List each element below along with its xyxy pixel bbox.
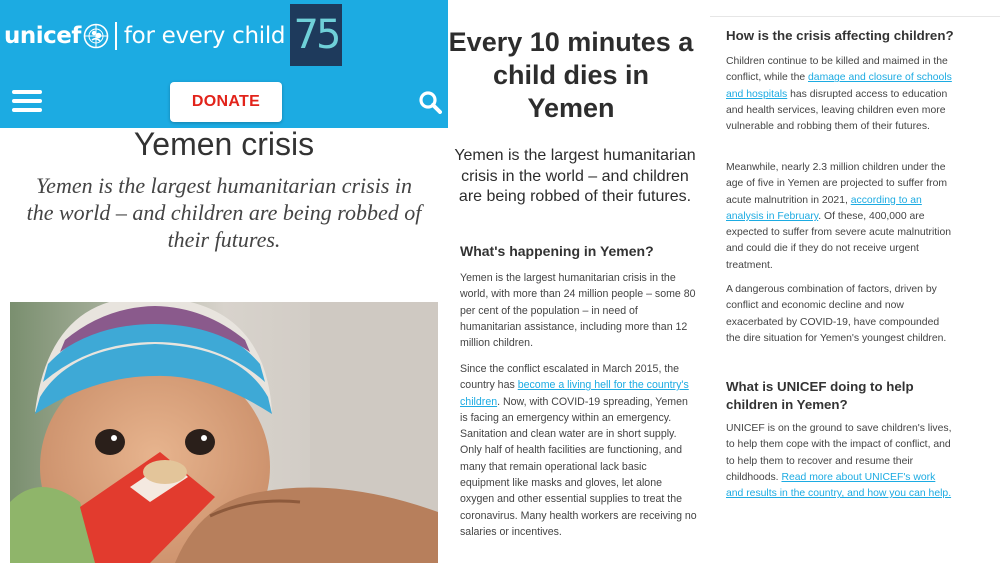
schools-hospitals-link[interactable]: damage and closure of schools and hospitals	[726, 72, 952, 100]
paragraph-humanitarian-need: Yemen is the largest humanitarian crisis in the world, with more than 24 million people – some 80 per cent of the population – in need of humanitarian assistance, including more than 12 million children.	[460, 272, 696, 350]
analysis-february-link[interactable]: according to an analysis in February	[726, 194, 922, 222]
section-heading-whats-happening: What's happening in Yemen?	[460, 243, 654, 259]
paragraph-combination-factors: A dangerous combination of factors, driven by conflict and economic decline and now exacerbated by COVID-19, have compounded the dire situation for Yemen's youngest children.	[726, 284, 947, 344]
paragraph-text: . Of these, 400,000 are expected to suffer from severe acute malnutrition and could die if they do not receive urgent treatment.	[726, 210, 952, 271]
child-eating-illustration	[10, 302, 438, 563]
hamburger-icon[interactable]	[12, 90, 42, 114]
paragraph-text: has disrupted access to education and health services, leaving children even more vulnerable and robbing them of their futures.	[726, 88, 948, 133]
paragraph-conflict-covid	[460, 361, 698, 540]
search-icon[interactable]	[418, 90, 442, 114]
paragraph-text: Children continue to be killed and maimed in the conflict, while the	[726, 56, 948, 84]
top-divider	[710, 16, 1000, 17]
page-title: Yemen crisis	[133, 126, 315, 162]
paragraph-text: . Now, with COVID-19 spreading, Yemen is facing an emergency within an emergency. Sanitation and clean water are in short supply. Only half of health facilities are functioning, and many that remain operational lack basic equipment like masks and gloves, let alone oxygen and other essential supplies to treat the coronavirus. Many health workers are receiving no salaries or incentives.	[460, 395, 697, 538]
read-more-link[interactable]: Read more about UNICEF's work and results in the country, and how you can help.	[726, 471, 952, 500]
anniversary-badge	[290, 4, 342, 66]
section-heading-unicef-doing: What is UNICEF doing to help children in Yemen?	[726, 379, 914, 412]
paragraph-malnutrition	[726, 160, 952, 274]
paragraph-text: Since the conflict escalated in March 2015, the country has	[460, 363, 680, 392]
paragraph-text: UNICEF is on the ground to save children's lives, to help them cope with the impact of conflict, and to help them to recover and resume their childhoods.	[726, 423, 952, 483]
anniversary-number: 75	[293, 12, 339, 58]
unicef-globe-icon	[83, 23, 109, 49]
paragraph-text: Meanwhile, nearly 2.3 million children under the age of five in Yemen are projected to suffer from acute malnutrition in 2021,	[726, 162, 948, 206]
article-column-middle	[448, 0, 702, 563]
article-headline: Every 10 minutes a child dies in Yemen	[448, 27, 694, 123]
article-subheadline-wrap	[448, 146, 702, 208]
unicef-mobile-page	[0, 0, 448, 563]
paragraph-unicef-on-ground	[726, 421, 952, 502]
section-heading-crisis-affecting: How is the crisis affecting children?	[726, 28, 954, 43]
logo-divider	[115, 22, 117, 50]
article-subheadline: Yemen is the largest humanitarian crisis in the world – and children are being robbed of their futures.	[454, 147, 696, 205]
living-hell-link[interactable]: become a living hell for the country's children	[460, 379, 689, 408]
logo-wordmark: unicef	[4, 23, 81, 49]
page-subtitle: Yemen is the largest humanitarian crisis in the world – and children are being robbed of their futures.	[26, 173, 422, 252]
logo-tagline: for every child	[123, 23, 286, 49]
hero-photo-child	[10, 302, 438, 563]
unicef-logo[interactable]	[4, 16, 285, 56]
donate-button[interactable]: DONATE	[170, 82, 282, 122]
paragraph-killed-maimed	[726, 54, 952, 135]
article-column-right	[702, 0, 1001, 563]
site-header	[0, 0, 448, 128]
